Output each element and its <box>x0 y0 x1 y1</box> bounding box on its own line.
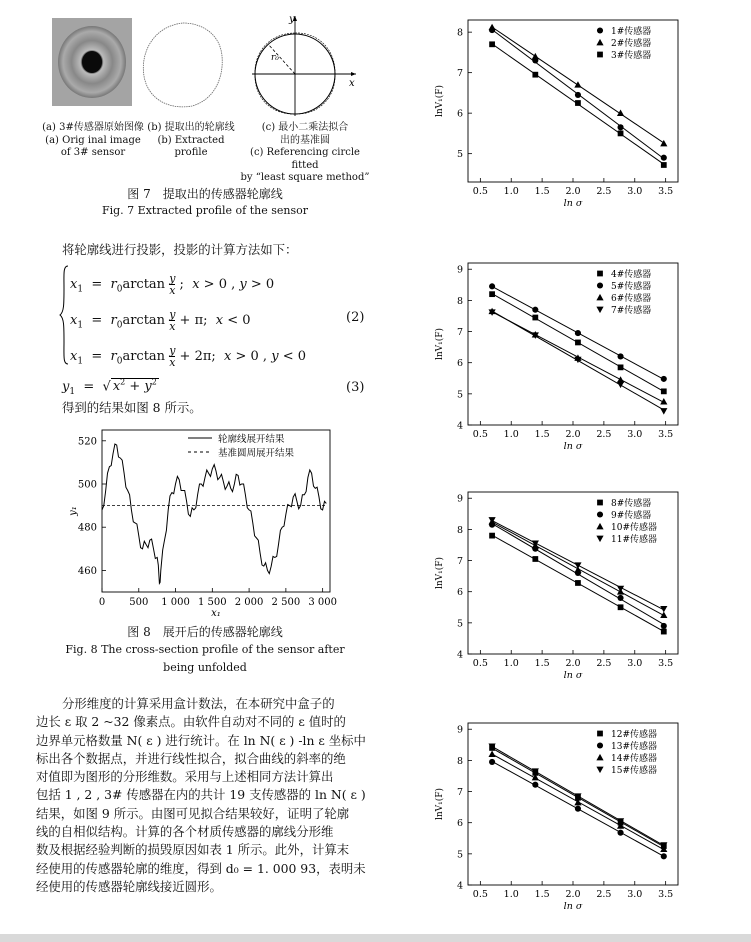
y-tick-label: 8 <box>456 524 463 536</box>
y-tick-label: 8 <box>456 27 463 39</box>
x-tick-label: 3.0 <box>627 429 643 440</box>
axis-y-label: y <box>289 14 295 25</box>
legend-label: 10#传感器 <box>611 523 657 533</box>
data-point <box>575 580 581 586</box>
x-tick-label: 500 <box>129 597 149 608</box>
legend-label: 3#传感器 <box>611 51 652 61</box>
y-tick-label: 6 <box>456 587 463 599</box>
x-tick-label: 2.5 <box>596 889 612 900</box>
data-point <box>660 408 667 414</box>
data-point <box>575 92 581 98</box>
x-axis-label: x₁ <box>211 608 221 618</box>
data-point <box>617 595 623 601</box>
figure-8-chart <box>60 420 360 618</box>
legend-marker <box>597 271 603 277</box>
x-tick-label: 1.5 <box>534 658 550 669</box>
y-axis-label: lnV₁(F) <box>435 84 445 118</box>
data-point <box>617 830 623 836</box>
panel-c-en1: (c) Referencing circle fitted <box>250 147 360 171</box>
legend-marker <box>596 39 603 45</box>
legend-marker <box>597 500 603 506</box>
x-axis-label: ln σ <box>563 198 583 209</box>
x-tick-label: 3.5 <box>658 429 674 440</box>
eq2-line2: $x_1 = r_0\arctan \frac{y}{x}$ + π; x < 0 <box>70 308 251 333</box>
x-tick-label: 2.5 <box>596 429 612 440</box>
fitted-circle-diagram <box>244 10 364 120</box>
y-tick-label: 9 <box>456 724 463 736</box>
data-point <box>488 751 495 757</box>
axis-x-label: x <box>349 78 355 89</box>
data-point <box>617 124 623 130</box>
y-tick-label: 8 <box>456 295 463 307</box>
y-tick-label: 8 <box>456 755 463 767</box>
y-tick-label: 500 <box>77 479 97 491</box>
y-tick-label: 5 <box>456 849 463 861</box>
panel-c-cn2: 出的基准圆 <box>280 134 330 146</box>
eq2-line3: $x_1 = r_0\arctan \frac{y}{x}$ + 2π; x > 0 , y < 0 <box>70 344 306 369</box>
x-axis-label: ln σ <box>563 670 583 681</box>
x-axis-label: ln σ <box>563 901 583 912</box>
data-point <box>532 53 539 59</box>
x-tick-label: 1.5 <box>534 429 550 440</box>
paragraph-line: 边长 ε 取 2 ~32 像素点。由软件自动对不同的 ε 值时的 <box>36 714 346 730</box>
y-axis-label: lnV₁(F) <box>435 556 445 590</box>
legend-marker <box>597 742 603 748</box>
data-point <box>661 376 667 382</box>
x-tick-label: 1.0 <box>503 658 519 669</box>
x-tick-label: 2.0 <box>565 658 581 669</box>
y-tick-label: 7 <box>456 787 463 799</box>
legend-label-1: 轮廓线展开结果 <box>218 434 285 445</box>
panel-b-caption <box>141 122 241 160</box>
sensor-photo <box>52 18 132 106</box>
legend-label: 13#传感器 <box>611 742 657 752</box>
data-point <box>532 307 538 313</box>
paragraph-line: 线的自相似结构。计算的各个材质传感器的廓线分形维 <box>36 824 334 840</box>
y-tick-label: 6 <box>456 108 463 120</box>
legend-label-2: 基准圆周展开结果 <box>218 448 295 459</box>
x-tick-label: 1 500 <box>198 597 227 608</box>
data-point <box>489 759 495 765</box>
data-point <box>575 340 581 346</box>
x-tick-label: 1.5 <box>534 186 550 197</box>
y-tick-label: 460 <box>77 565 97 577</box>
data-point <box>532 315 538 321</box>
x-tick-label: 1 000 <box>161 597 190 608</box>
x-tick-label: 1.0 <box>503 889 519 900</box>
legend-label: 9#传感器 <box>611 511 652 521</box>
data-point <box>575 330 581 336</box>
legend-marker <box>597 27 603 33</box>
data-point <box>660 606 667 612</box>
data-point <box>618 364 624 370</box>
data-point <box>661 162 667 168</box>
y-tick-label: 9 <box>456 493 463 505</box>
y-tick-label: 520 <box>77 436 97 448</box>
panel-a-caption <box>38 122 148 160</box>
legend-label: 1#传感器 <box>611 27 652 37</box>
data-point <box>617 353 623 359</box>
y-tick-label: 480 <box>77 522 97 534</box>
paragraph-line: 结果，如图 9 所示。由图可见拟合结果较好，证明了轮廓 <box>36 805 350 821</box>
panel-c-cn1: (c) 最小二乘法拟合 <box>261 122 349 133</box>
data-point <box>661 155 667 161</box>
legend-marker <box>597 282 603 288</box>
paragraph-line: 数及根据经验判断的损毁原因如表 1 所示。此外，计算末 <box>36 842 350 858</box>
x-tick-label: 2 500 <box>271 597 301 608</box>
panel-a-en1: (a) Orig inal image <box>45 134 141 146</box>
data-point <box>489 41 495 47</box>
y-tick-label: 7 <box>456 556 463 568</box>
data-point <box>618 131 624 137</box>
x-tick-label: 3.5 <box>658 186 674 197</box>
data-point <box>532 782 538 788</box>
fig8-caption-cn: 图 8 展开后的传感器轮廓线 <box>127 625 283 639</box>
fig7-caption-en: Fig. 7 Extracted profile of the sensor <box>101 204 309 217</box>
x-axis-label: ln σ <box>563 441 583 452</box>
y-axis-label: lnV₁(F) <box>435 327 445 361</box>
y-tick-label: 5 <box>456 389 463 401</box>
legend-marker <box>596 307 603 313</box>
legend-marker <box>597 511 603 517</box>
paragraph-line: 边界单元格数量 N( ε ) 进行统计。在 ln N( ε ) -ln ε 坐标中 <box>36 732 366 748</box>
page-bottom-bar <box>0 934 751 942</box>
y-tick-label: 7 <box>456 327 463 339</box>
body-paragraph <box>36 695 381 896</box>
y-tick-label: 4 <box>456 420 463 432</box>
paragraph-line: 经使用的传感器轮廓线接近圆形。 <box>36 878 222 894</box>
x-tick-label: 3.0 <box>627 186 643 197</box>
fit-chart-2 <box>428 255 683 455</box>
x-tick-label: 0.5 <box>472 429 488 440</box>
legend-marker <box>596 294 603 300</box>
y-axis-label: lnV₁(F) <box>435 787 445 821</box>
legend-label: 11#传感器 <box>611 535 657 545</box>
legend-label: 12#传感器 <box>611 730 657 740</box>
x-tick-label: 2.5 <box>596 658 612 669</box>
data-point <box>617 382 624 388</box>
panel-b-cn: (b) 提取出的轮廓线 <box>147 122 235 133</box>
paragraph-line: 经使用的传感器轮廓的维度，得到 d₀ = 1. 000 93，表明未 <box>36 860 366 876</box>
y-tick-label: 6 <box>456 818 463 830</box>
y-tick-label: 9 <box>456 264 463 276</box>
x-tick-label: 2.5 <box>596 186 612 197</box>
data-point <box>575 806 581 812</box>
legend-label: 6#传感器 <box>611 294 652 304</box>
legend-marker <box>597 52 603 58</box>
x-tick-label: 2.0 <box>565 889 581 900</box>
data-point <box>661 623 667 629</box>
fit-chart-1 <box>428 12 683 212</box>
plot-frame <box>102 430 330 592</box>
paragraph-line: 对值即为图形的分形维数。采用与上述相同方法计算出 <box>36 769 334 785</box>
paragraph-line: 标出各个数据点，并进行线性拟合，拟合曲线的斜率的绝 <box>36 750 346 766</box>
legend-marker <box>596 523 603 529</box>
y-tick-label: 5 <box>456 618 463 630</box>
y-tick-label: 7 <box>456 68 463 80</box>
x-tick-label: 0.5 <box>472 186 488 197</box>
data-point <box>618 604 624 610</box>
data-point <box>661 629 667 635</box>
data-point <box>532 72 538 78</box>
x-tick-label: 1.0 <box>503 186 519 197</box>
x-tick-label: 3.0 <box>627 889 643 900</box>
legend-marker <box>596 754 603 760</box>
legend-label: 4#传感器 <box>611 270 652 280</box>
x-tick-label: 0.5 <box>472 889 488 900</box>
y-tick-label: 5 <box>456 149 463 161</box>
data-point <box>574 81 581 87</box>
y-tick-label: 4 <box>456 880 463 892</box>
legend-marker <box>596 536 603 542</box>
data-point <box>489 283 495 289</box>
data-point <box>575 100 581 106</box>
paragraph-line: 分形维度的计算采用盒计数法，在本研究中盒子的 <box>62 696 335 711</box>
data-point <box>532 556 538 562</box>
panel-a-en2: of 3# sensor <box>60 147 126 158</box>
x-tick-label: 3.5 <box>658 658 674 669</box>
legend-marker <box>597 731 603 737</box>
data-point <box>488 24 495 30</box>
fig8-caption-en1: Fig. 8 The cross-section profile of the sensor after <box>65 643 345 656</box>
data-point <box>617 110 624 116</box>
x-tick-label: 0.5 <box>472 658 488 669</box>
data-point <box>661 853 667 859</box>
radius-label: r₀ <box>271 53 279 63</box>
x-tick-label: 2.0 <box>565 186 581 197</box>
x-tick-label: 0 <box>98 597 106 608</box>
projection-text: 将轮廓线进行投影，投影的计算方法如下： <box>62 242 298 257</box>
x-tick-label: 3.5 <box>658 889 674 900</box>
x-tick-label: 2 000 <box>234 597 264 608</box>
eq2-line1: $x_1 = r_0\arctan \frac{y}{x}$ ; x > 0 , y > 0 <box>70 272 275 297</box>
legend-label: 8#传感器 <box>611 499 652 509</box>
eq3-formula: $y_1$ = √ $x^2 + y^2$ <box>62 378 157 397</box>
fig8-caption-en2: being unfolded <box>163 661 247 674</box>
fit-chart-4 <box>428 715 683 915</box>
legend-label: 15#传感器 <box>611 766 657 776</box>
result-text: 得到的结果如图 8 所示。 <box>62 400 202 415</box>
x-tick-label: 1.0 <box>503 429 519 440</box>
legend-label: 7#传感器 <box>611 306 652 316</box>
extracted-profile-image <box>140 20 226 110</box>
data-point <box>489 533 495 539</box>
panel-b-en: (b) Extracted profile <box>157 134 225 158</box>
x-tick-label: 3.0 <box>627 658 643 669</box>
legend-label: 14#传感器 <box>611 754 657 764</box>
data-point <box>660 611 667 617</box>
fit-chart-3 <box>428 484 683 684</box>
brace <box>58 264 70 366</box>
y-axis-label: y₁ <box>68 506 79 516</box>
panel-c-en2: by “least square method” <box>240 172 370 183</box>
fig7-caption-cn: 图 7 提取出的传感器轮廓线 <box>127 187 283 201</box>
data-point <box>661 388 667 394</box>
legend-marker <box>596 767 603 773</box>
eq3-number: (3) <box>346 380 365 395</box>
x-tick-label: 3 000 <box>308 597 337 608</box>
panel-c-caption <box>240 122 370 185</box>
data-point <box>489 291 495 297</box>
legend-label: 5#传感器 <box>611 282 652 292</box>
eq2-number: (2) <box>346 310 365 325</box>
panel-a-cn: (a) 3#传感器原始图像 <box>42 122 144 133</box>
y-tick-label: 4 <box>456 649 463 661</box>
legend-label: 2#传感器 <box>611 39 652 49</box>
x-tick-label: 2.0 <box>565 429 581 440</box>
x-tick-label: 1.5 <box>534 889 550 900</box>
paragraph-line: 包括 1 , 2 , 3# 传感器在内的共计 19 支传感器的 ln N( ε ) <box>36 787 366 803</box>
y-tick-label: 6 <box>456 358 463 370</box>
series-profile <box>102 444 326 583</box>
